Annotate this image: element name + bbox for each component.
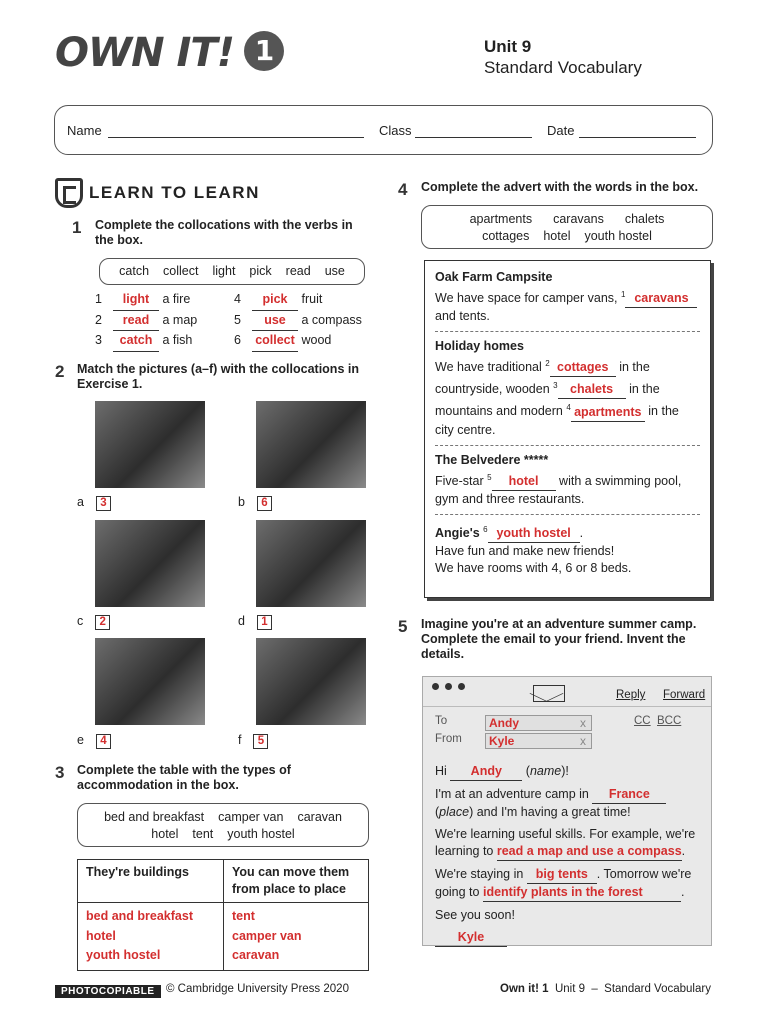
collocation-item: 2 read a map <box>95 311 197 332</box>
ex5-instruction: Imagine you're at an adventure summer camp. Complete the email to your friend. Invent the details. <box>421 617 697 661</box>
answer[interactable]: chalets <box>558 381 626 399</box>
ex1-instruction: Complete the collocations with the verbs in the box. <box>95 218 353 247</box>
picture-label: b 6 <box>238 495 272 511</box>
bcc-link[interactable]: BCC <box>657 715 682 727</box>
word: read <box>285 264 311 278</box>
picture-label: d 1 <box>238 614 272 630</box>
reply-link[interactable]: Reply <box>616 689 646 701</box>
answer-box[interactable]: 1 <box>257 615 272 630</box>
window-dot-icon <box>432 683 439 690</box>
ex3-word-box: bed and breakfast camper van caravan hotel tent youth hostel <box>77 803 369 847</box>
logo-number: 1 <box>244 31 284 71</box>
answer[interactable]: read a map and use a compass <box>497 843 682 861</box>
clear-icon[interactable]: x <box>580 734 586 748</box>
answer[interactable]: Kyle <box>435 929 507 947</box>
word: collect <box>163 264 199 278</box>
answer-box[interactable]: 3 <box>96 496 111 511</box>
collocation-item: 1 light a fire <box>95 290 197 311</box>
answer[interactable]: apartments <box>571 404 645 422</box>
picture-label: f 5 <box>238 733 268 749</box>
campsite-advert <box>424 260 711 598</box>
email-body: Hi Andy (name)! I'm at an adventure camp in France (place) and I'm having a great time! We're learning useful skills. For example, we're learning to read a map and use a compass. We're staying in big tents . Tomorrow we're going to identify plants in the forest . See you soon! Kyle <box>435 763 705 947</box>
email-window <box>422 676 712 946</box>
advert-heading: The Belvedere ***** <box>435 452 549 467</box>
table-header: They're buildings <box>78 860 224 903</box>
answer[interactable]: cottages <box>550 359 616 377</box>
name-field[interactable] <box>108 137 364 138</box>
divider <box>435 331 700 332</box>
picture-b <box>256 401 366 488</box>
ex4-word-box: apartments caravans chalets cottages hotel youth hostel <box>421 205 713 249</box>
collocation-item: 4 pick fruit <box>234 290 362 311</box>
advert-text: Angie's $^6$ youth hostel . <box>435 521 700 543</box>
answer[interactable]: pick <box>252 290 298 311</box>
date-field[interactable] <box>579 137 696 138</box>
advert-text: Five-star $^5$ hotel with a swimming pool, gym and three restaurants. <box>435 472 682 506</box>
footer-unit-info: Own it! 1 Unit 9 – Standard Vocabulary <box>500 983 711 995</box>
picture-f <box>256 638 366 725</box>
answer-box[interactable]: 5 <box>253 734 268 749</box>
answer[interactable]: youth hostel <box>488 525 580 543</box>
answer[interactable]: France <box>592 786 666 804</box>
envelope-icon <box>533 685 565 702</box>
picture-a <box>95 401 205 488</box>
answer[interactable]: light <box>113 290 159 311</box>
answer[interactable]: big tents <box>527 866 597 884</box>
picture-label: c 2 <box>77 614 110 630</box>
cc-link[interactable]: CC <box>634 715 651 727</box>
to-label: To <box>435 715 448 727</box>
picture-e <box>95 638 205 725</box>
ex2-instruction: Match the pictures (a–f) with the collocations in Exercise 1. <box>77 362 359 391</box>
learn-to-learn-title: LEARN TO LEARN <box>89 183 260 202</box>
email-toolbar <box>423 677 711 707</box>
answer[interactable]: collect <box>252 331 298 352</box>
ex1-collocations-right <box>234 290 362 352</box>
to-field[interactable]: Andy x <box>485 715 592 731</box>
answer[interactable]: Andy <box>450 763 522 781</box>
accommodation-table <box>77 859 369 971</box>
table-header: You can move them from place to place <box>224 860 369 903</box>
collocation-item: 5 use a compass <box>234 311 362 332</box>
advert-text: We have traditional $^2$ cottages in the countryside, wooden $^3$ chalets in the mountains and modern $^4$ apartments in the city centre. <box>435 359 679 437</box>
ex4-number: 4 <box>398 180 408 199</box>
learn-to-learn-icon <box>55 178 83 208</box>
answer[interactable]: hotel <box>492 473 556 491</box>
picture-d <box>256 520 366 607</box>
forward-link[interactable]: Forward <box>663 689 706 701</box>
ex1-number: 1 <box>72 218 82 237</box>
unit-title: Unit 9 <box>484 37 532 56</box>
picture-c <box>95 520 205 607</box>
advert-text: Have fun and make new friends! <box>435 543 615 558</box>
copyright: © Cambridge University Press 2020 <box>166 983 349 995</box>
from-field[interactable]: Kyle x <box>485 733 592 749</box>
from-label: From <box>435 733 462 745</box>
word: pick <box>249 264 272 278</box>
advert-heading: Holiday homes <box>435 339 524 354</box>
table-cell[interactable]: bed and breakfast hotel youth hostel <box>78 903 224 971</box>
photocopiable-tag: PHOTOCOPIABLE <box>55 985 161 998</box>
answer-box[interactable]: 2 <box>95 615 110 630</box>
advert-text: We have space for camper vans, $^1$ caravans and tents. <box>435 286 700 325</box>
table-cell[interactable]: tent camper van caravan <box>224 903 369 971</box>
collocation-item: 3 catch a fish <box>95 331 197 352</box>
picture-label: e 4 <box>77 733 111 749</box>
ex1-word-box <box>99 258 365 285</box>
answer[interactable]: caravans <box>625 290 697 308</box>
word: catch <box>119 264 150 278</box>
ex1-collocations-left <box>95 290 197 352</box>
unit-subtitle: Standard Vocabulary <box>484 58 642 77</box>
answer[interactable]: read <box>113 311 159 332</box>
divider <box>435 445 700 446</box>
window-dot-icon <box>445 683 452 690</box>
class-field[interactable] <box>415 137 532 138</box>
ex5-number: 5 <box>398 617 408 636</box>
ex3-number: 3 <box>55 763 65 782</box>
answer[interactable]: catch <box>113 331 159 352</box>
advert-text: We have rooms with 4, 6 or 8 beds. <box>435 560 632 575</box>
answer-box[interactable]: 6 <box>257 496 272 511</box>
ex2-number: 2 <box>55 362 65 381</box>
ex3-instruction: Complete the table with the types of accommodation in the box. <box>77 763 291 792</box>
window-dot-icon <box>458 683 465 690</box>
answer-box[interactable]: 4 <box>96 734 111 749</box>
ex4-instruction: Complete the advert with the words in the box. <box>421 180 699 194</box>
class-label: Class <box>379 123 412 138</box>
answer[interactable]: use <box>252 311 298 332</box>
word: use <box>324 264 345 278</box>
answer[interactable]: identify plants in the forest <box>483 884 681 902</box>
clear-icon[interactable]: x <box>580 716 586 730</box>
divider <box>435 514 700 515</box>
word: light <box>212 264 236 278</box>
own-it-logo: OWN IT! 1 <box>55 30 284 76</box>
date-label: Date <box>547 123 575 138</box>
collocation-item: 6 collect wood <box>234 331 362 352</box>
picture-label: a 3 <box>77 495 111 511</box>
name-label: Name <box>67 123 102 138</box>
advert-heading: Oak Farm Campsite <box>435 270 553 284</box>
